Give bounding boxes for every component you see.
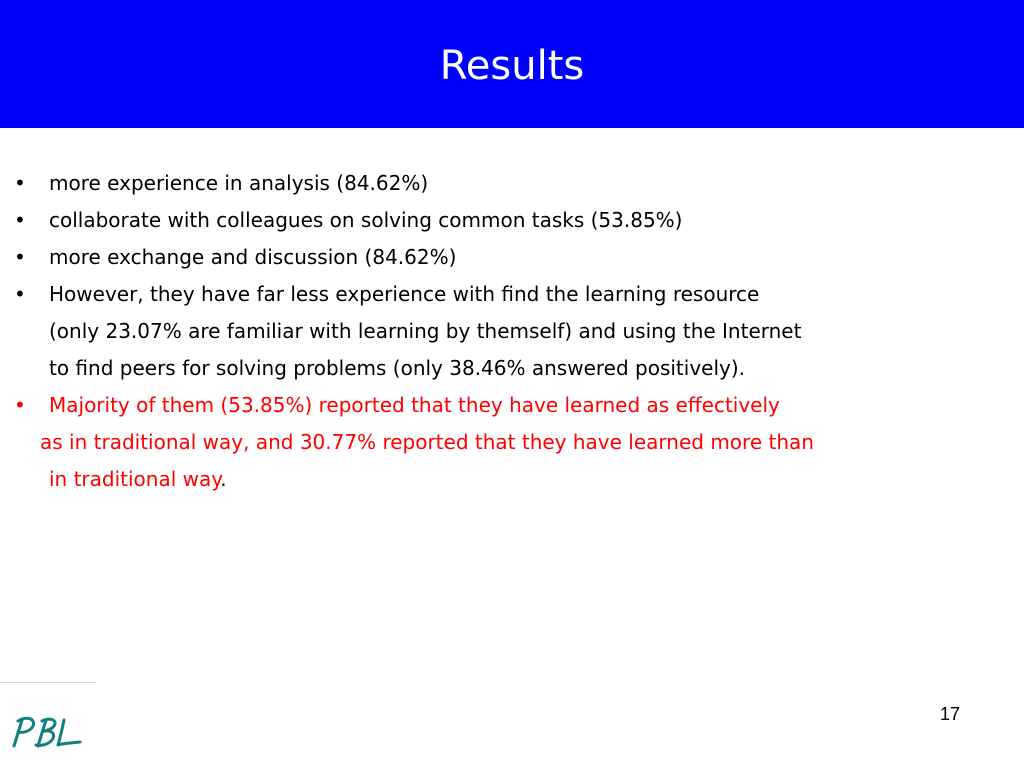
bullet-2-line-1: collaborate with colleagues on solving common tasks (53.85%) bbox=[49, 208, 683, 232]
page-number: 17 bbox=[939, 704, 961, 724]
pbl-logo-icon bbox=[8, 712, 88, 752]
slide-title: Results bbox=[439, 43, 585, 89]
bullet-5-line-3: in traditional way bbox=[49, 467, 221, 491]
bullet-marker: • bbox=[14, 208, 26, 232]
bullet-3-line-1: more exchange and discussion (84.62%) bbox=[49, 245, 457, 269]
bullet-5-line-2: as in traditional way, and 30.77% reported that they have learned more than bbox=[40, 430, 814, 454]
bullet-5-line-1: Majority of them (53.85%) reported that they have learned as effectively bbox=[49, 393, 780, 417]
bullet-4-line-3: to find peers for solving problems (only 38.46% answered positively). bbox=[49, 356, 746, 380]
bullet-5-period: . bbox=[220, 467, 227, 491]
title-bar bbox=[0, 0, 1024, 128]
pbl-logo bbox=[8, 712, 88, 752]
footer-divider bbox=[0, 682, 96, 683]
bullet-marker-highlight: • bbox=[14, 393, 26, 417]
bullet-marker: • bbox=[14, 171, 26, 195]
bullet-5-line-3-wrapper bbox=[49, 464, 227, 494]
bullet-4-line-1: However, they have far less experience with find the learning resource bbox=[49, 282, 760, 306]
bullet-marker: • bbox=[14, 282, 26, 306]
bullet-1-line-1: more experience in analysis (84.62%) bbox=[49, 171, 429, 195]
bullet-marker: • bbox=[14, 245, 26, 269]
bullet-4-line-2: (only 23.07% are familiar with learning by themself) and using the Internet bbox=[49, 319, 802, 343]
